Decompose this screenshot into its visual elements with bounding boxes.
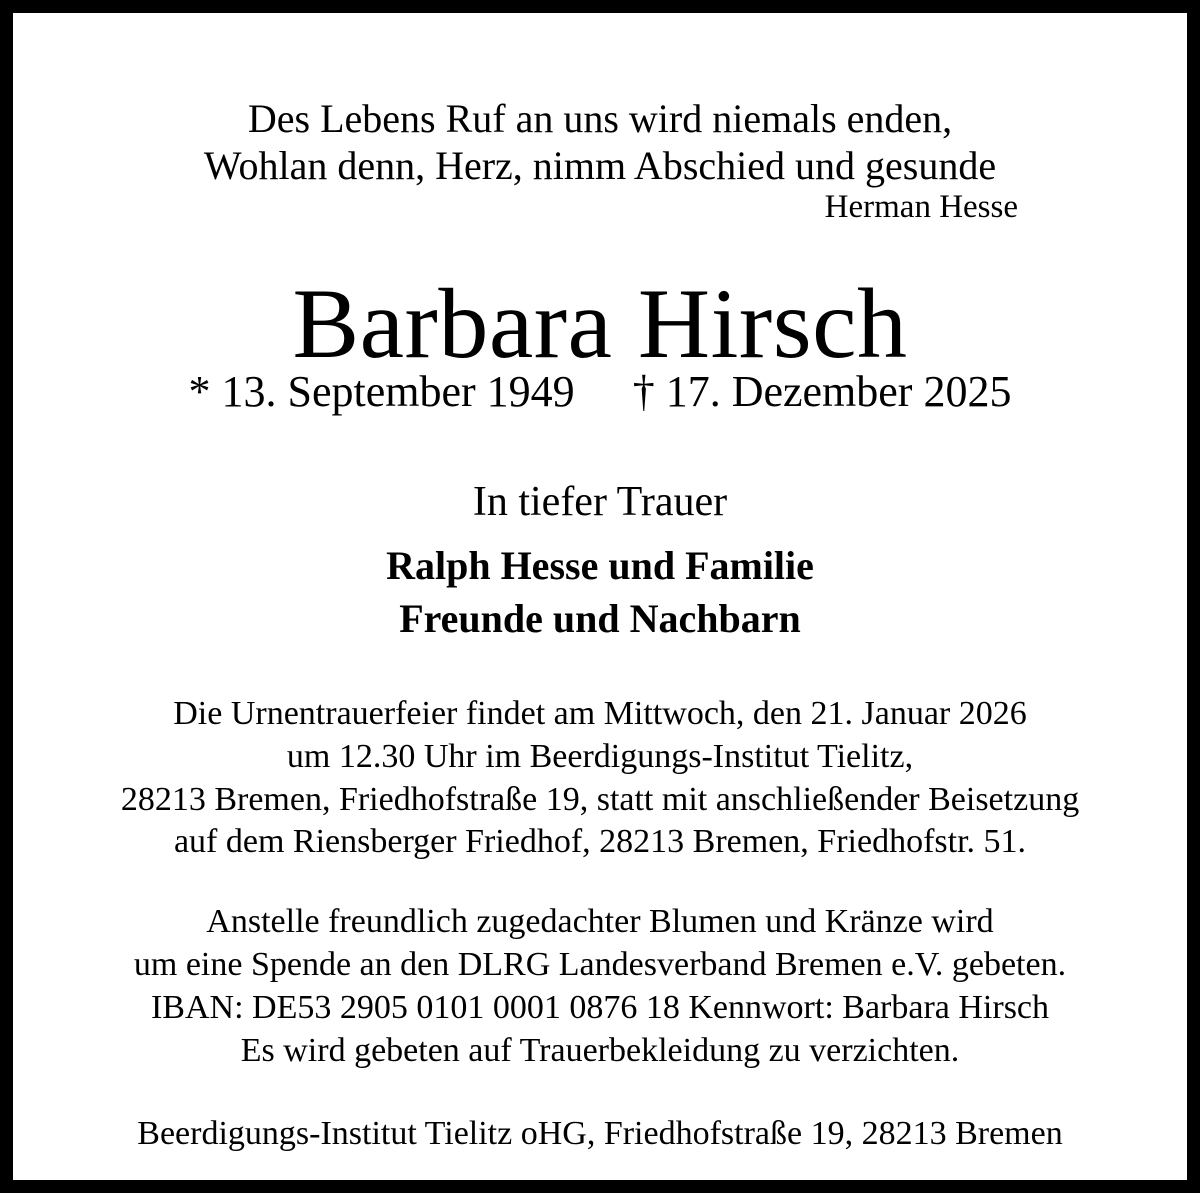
poem-line-1: Des Lebens Ruf an uns wird niemals enden, xyxy=(247,96,953,141)
undertaker-footer: Beerdigungs-Institut Tielitz oHG, Friedhofstraße 19, 28213 Bremen xyxy=(137,1115,1063,1152)
ceremony-line-2: um 12.30 Uhr im Beerdigungs-Institut Tielitz, xyxy=(286,738,914,775)
life-dates xyxy=(0,366,1200,418)
ceremony-line-4: auf dem Riensberger Friedhof, 28213 Bremen, Friedhofstr. 51. xyxy=(173,823,1027,860)
donation-line-1: Anstelle freundlich zugedachter Blumen und Kränze wird xyxy=(206,903,994,940)
mourner-1: Ralph Hesse und Familie xyxy=(386,543,814,588)
mourner-2: Freunde und Nachbarn xyxy=(399,596,801,641)
mourning-heading: In tiefer Trauer xyxy=(472,479,728,525)
birth-date: * 13. September 1949 xyxy=(188,367,575,416)
poem-line-2: Wohlan denn, Herz, nimm Abschied und gesunde xyxy=(203,143,997,188)
death-date: † 17. Dezember 2025 xyxy=(632,367,1012,416)
poem-author: Herman Hesse xyxy=(824,189,1018,225)
donation-line-4: Es wird gebeten auf Trauerbekleidung zu verzichten. xyxy=(240,1032,960,1069)
deceased-name: Barbara Hirsch xyxy=(292,268,908,379)
ceremony-line-3: 28213 Bremen, Friedhofstraße 19, statt mit anschließender Beisetzung xyxy=(120,781,1080,818)
donation-line-2: um eine Spende an den DLRG Landesverband Bremen e.V. gebeten. xyxy=(133,946,1067,983)
ceremony-line-1: Die Urnentrauerfeier findet am Mittwoch, den 21. Januar 2026 xyxy=(173,695,1027,732)
donation-iban: IBAN: DE53 2905 0101 0001 0876 18 Kennwort: Barbara Hirsch xyxy=(150,989,1050,1026)
